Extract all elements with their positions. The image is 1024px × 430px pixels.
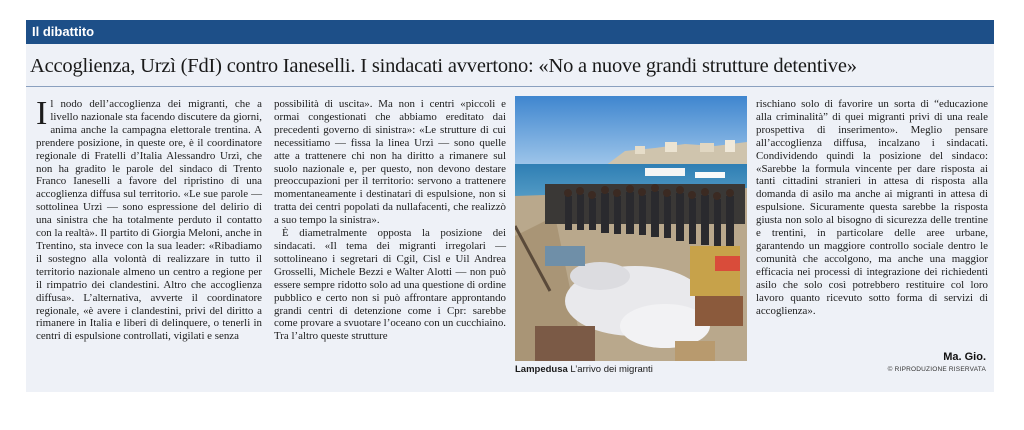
- rights-notice: © RIPRODUZIONE RISERVATA: [887, 366, 986, 373]
- section-bar: [26, 20, 994, 44]
- article-column-4: [756, 98, 988, 317]
- article-text: l nodo dell’accoglienza dei migranti, che a livello nazionale sta facendo discutere da giorni, anima anche la campagna elettorale trentina. A prendere posizione, in queste ore, è il coordinatore regionale di Fratelli d’Italia Alessandro Urzì, che non ha gradito le parole del sindaco di Trento Franco Ianeselli a favore del ripristino di una accoglienza diffusa sul territorio. «Le sue parole — sottolinea Urzì — sono espressione del delirio di una sinistra che ha totalmente perduto il contatto con la realtà». Il partito di Giorgia Meloni, anche in Trentino, sta invece con la sua leader: «Ribadiamo il sostegno alla volontà di realizzare in tutto il territorio nazionale almeno un centro a regione per il rimpatrio dei clandestini. Altro che accoglienza diffusa». L’alternativa, avverte il coordinatore regionale, «è avere i clandestini, privi del diritto a rimanere in Italia e liberi di delinquere, o tenerli in centri di espulsione controllati, vigilati e senza: [36, 98, 262, 343]
- newspaper-page: [26, 20, 994, 392]
- author-signature: Ma. Gio.: [943, 351, 986, 363]
- photo-caption: [515, 364, 747, 375]
- section-label: Il dibattito: [32, 24, 95, 39]
- article-column-1: [36, 95, 262, 343]
- caption-place: Lampedusa: [515, 364, 568, 375]
- drop-cap: I: [36, 95, 48, 132]
- article-paragraph: rischiano solo di favorire un sorta di “educazione alla criminalità” di quei migranti privi di una reale prospettiva di inserimento». Meglio pensare all’accoglienza diffusa, incalzano i sindacati. Condividendo quindi la posizione del sindaco: «Sarebbe la formula vincente per dare risposta ai tanti cittadini stranieri in attesa di risposta alla domanda di asilo ma anche ai migranti in attesa di espulsione. Sicuramente questa sarebbe la risposta giusta non solo al bisogno di sicurezza delle trentine e trentini, in particolare delle aree urbane, garantendo un maggiore controllo sociale dentro le comunità che accolgono, ma anche una maggior efficacia nei processi di integrazione dei richiedenti asilo che solo così potrebbero restituire col loro lavoro quanto ricevuto sotto forma di servizi di accoglienza».: [756, 98, 988, 317]
- article-column-2: [274, 98, 506, 343]
- article-paragraph: [36, 95, 262, 343]
- lampedusa-photo: [515, 96, 747, 361]
- headline: Accoglienza, Urzì (FdI) contro Ianeselli. I sindacati avvertono: «No a nuove grandi strutture detentive»: [30, 55, 857, 77]
- headline-rule: [26, 86, 994, 87]
- caption-text: L’arrivo dei migranti: [567, 364, 653, 375]
- photo-illustration: [515, 96, 747, 361]
- article-paragraph: possibilità di uscita». Ma non i centri «piccoli e ormai congestionati che abbiamo ereditato dai precedenti governo di sinistra»: «Le strutture di cui necessitiamo — fissa la linea Urzì — sono quelle atte a trattenere chi non ha diritto a rimanere sul suolo nazionale e, per questo, non devono destare preoccupazioni per il territorio: servono a trattenere momentaneamente i destinatari di espulsione, non si tratta dei centri popolati da nullafacenti, che realizzò a suo tempo la sinistra».: [274, 98, 506, 227]
- article-paragraph: È diametralmente opposta la posizione dei sindacati. «Il tema dei migranti irregolari — sottolineano i segretari di Cgil, Cisl e Uil Andrea Grosselli, Michele Bezzi e Walter Alotti — non può essere sempre ridotto solo ad una questione di ordine pubblico e certo non si può affrontare approntando grandi centri di detenzione come i Cpr: sarebbe come provare a svuotare l’oceano con un cucchiaino. Tra l’altro queste strutture: [274, 227, 506, 343]
